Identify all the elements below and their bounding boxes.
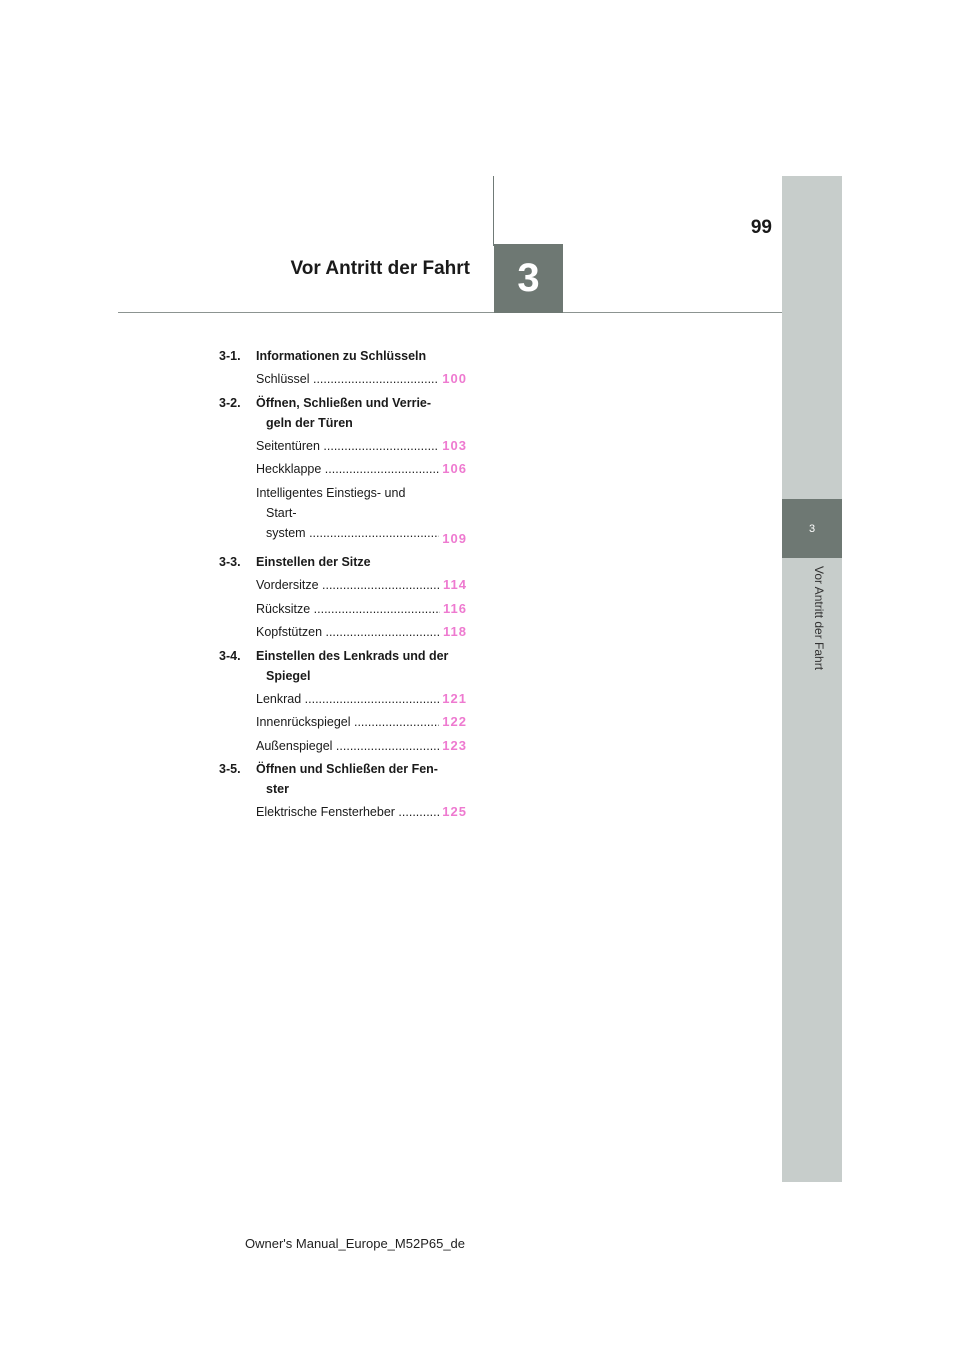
toc-entry-innenrueckspiegel[interactable] [256,712,467,732]
toc-section-number: 3-3. [219,555,241,569]
toc-entry-aussenspiegel[interactable] [256,736,467,756]
toc-section-number: 3-1. [219,349,241,363]
toc-page-link[interactable]: 103 [442,437,467,453]
toc-entry-intelligentes-einstiegssystem[interactable] [256,483,467,549]
toc-entry-kopfstuetzen[interactable] [256,622,467,642]
toc-entry-lenkrad[interactable] [256,689,467,709]
chapter-number-box: 3 [494,244,563,313]
footer-document-id: Owner's Manual_Europe_M52P65_de [245,1236,466,1251]
header-horizontal-rule [118,312,782,313]
toc-page-link[interactable]: 100 [442,371,467,386]
toc-entry-vordersitze[interactable] [256,575,467,595]
toc-page-link[interactable]: 106 [442,461,467,476]
toc-section-3-4[interactable] [219,646,467,686]
toc-page-link[interactable]: 114 [443,577,467,592]
toc-entry-label: Seitentüren ..... [256,436,439,456]
toc-section-number: 3-4. [219,648,241,663]
toc-page-link[interactable]: 123 [442,737,467,753]
toc-page-link[interactable]: 116 [443,600,467,616]
toc-section-title: Öffnen und Schließen der Fen- ster [256,762,438,796]
toc-page-link[interactable]: 121 [442,690,467,706]
toc-entry-label: Kopfstützen ..... [256,622,440,642]
toc-entry-seitentueren[interactable] [256,436,467,456]
toc-entry-label: Innenrückspiegel ..... [256,712,439,732]
toc-section-number: 3-2. [219,395,241,410]
side-index-strip [782,176,842,1182]
toc-page-link[interactable]: 109 [442,530,467,546]
toc-entry-label: Rücksitze ..... [256,599,440,619]
table-of-contents [219,346,467,826]
chapter-title: Vor Antritt der Fahrt [290,258,470,279]
toc-entry-label: Lenkrad ..... [256,689,439,709]
toc-entry-schluessel[interactable] [256,369,467,389]
toc-section-title: Einstellen der Sitze [256,555,371,569]
toc-section-3-3[interactable] [219,552,467,572]
header-vertical-rule [493,176,494,246]
toc-entry-label: Schlüssel ..... [256,369,439,389]
side-tab-label: Vor Antritt der Fahrt [812,566,826,671]
toc-entry-ruecksitze[interactable] [256,599,467,619]
side-tab-chapter-3[interactable]: 3 [782,499,842,558]
toc-section-title: Öffnen, Schließen und Verrie- geln der Türen [256,395,432,430]
toc-section-3-5[interactable] [219,759,467,799]
toc-section-3-2[interactable] [219,393,467,433]
toc-entry-label: Heckklappe ..... [256,459,439,479]
toc-page-link[interactable]: 125 [442,804,467,819]
toc-entry-label: Intelligentes Einstiegs- und Start- system ..... [256,483,439,549]
toc-page-link[interactable]: 122 [442,714,467,729]
toc-section-3-1[interactable] [219,346,467,366]
toc-entry-label: Elektrische Fensterheber ..... [256,802,439,822]
toc-section-number: 3-5. [219,762,241,776]
toc-entry-label: Außenspiegel ..... [256,736,439,756]
toc-section-title: Einstellen des Lenkrads und der Spiegel [256,648,449,683]
toc-entry-elektrische-fensterheber[interactable] [256,802,467,822]
toc-entry-heckklappe[interactable] [256,459,467,479]
toc-section-title: Informationen zu Schlüsseln [256,349,427,363]
page-number: 99 [750,217,772,238]
toc-page-link[interactable]: 118 [443,624,467,639]
toc-entry-label: Vordersitze ..... [256,575,440,595]
